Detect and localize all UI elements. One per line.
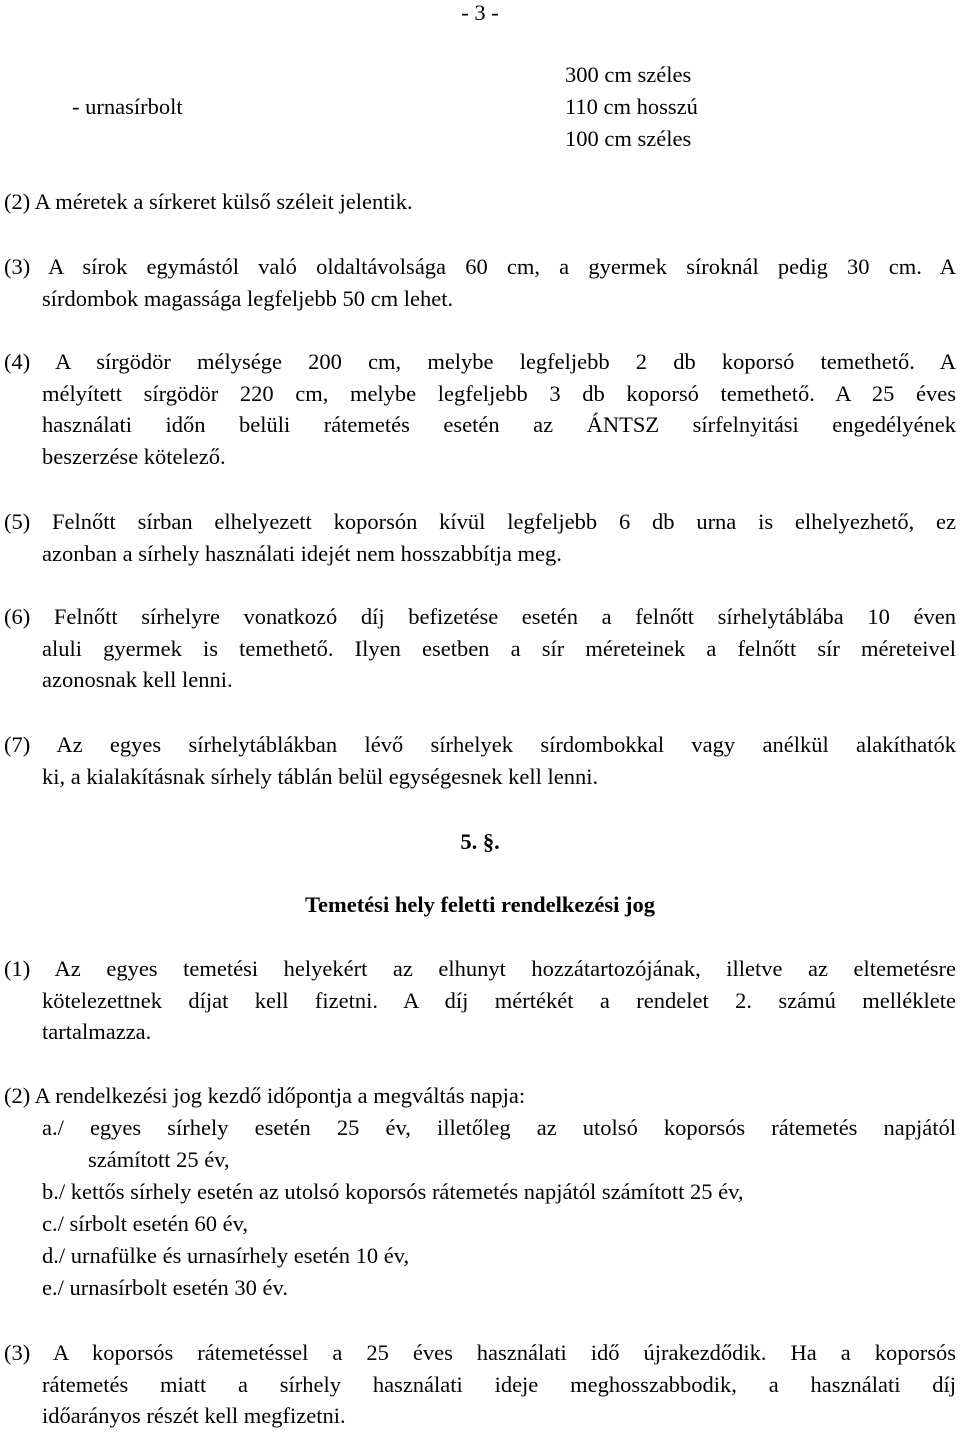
list-item-line: a./ egyes sírhely esetén 25 év, illetőleg az utolsó koporsós rátemetés napjától: [42, 1115, 956, 1140]
list-item-line: b./ kettős sírhely esetén az utolsó koporsós rátemetés napjától számított 25 év,: [42, 1179, 744, 1204]
paragraph-line: (7) Az egyes sírhelytáblákban lévő sírhelyek sírdombokkal vagy anélkül alakíthatók: [4, 732, 956, 757]
paragraph-line: időarányos részét kell megfizetni.: [42, 1403, 346, 1428]
paragraph-line: aluli gyermek is temethető. Ilyen esetben a sír méreteinek a felnőtt sír méreteivel: [42, 635, 956, 661]
size-line: 300 cm széles: [565, 62, 692, 87]
paragraph-line: (2) A rendelkezési jog kezdő időpontja a megváltás napja:: [4, 1083, 526, 1108]
list-item-b: [42, 1176, 956, 1208]
paragraph-line: ki, a kialakításnak sírhely táblán belül egységesnek kell lenni.: [42, 763, 599, 789]
paragraph-2: [4, 186, 956, 218]
list-item-line: e./ urnasírbolt esetén 30 év.: [42, 1275, 288, 1300]
paragraph-3: [4, 251, 956, 314]
paragraph-line: (5) Felnőtt sírban elhelyezett koporsón kívül legfeljebb 6 db urna is elhelyezhető, ez: [4, 509, 956, 534]
list-item-e: [42, 1272, 956, 1304]
page-number: - 3 -: [461, 0, 499, 25]
list-item-line: számított 25 év,: [88, 1146, 230, 1172]
paragraph-line: (3) A sírok egymástól való oldaltávolsága 60 cm, a gyermek síroknál pedig 30 cm. A: [4, 254, 956, 279]
paragraph-4: [4, 346, 956, 472]
paragraph-line: (1) Az egyes temetési helyekért az elhunyt hozzátartozójának, illetve az eltemetésre: [4, 956, 956, 981]
paragraph-line: használati időn belüli rátemetés esetén az ÁNTSZ sírfelnyitási engedélyének: [42, 412, 956, 437]
paragraph-line: sírdombok magassága legfeljebb 50 cm lehet.: [42, 285, 454, 311]
section-title: Temetési hely feletti rendelkezési jog: [305, 892, 655, 917]
paragraph-line: (6) Felnőtt sírhelyre vonatkozó díj befizetése esetén a felnőtt sírhelytáblába 10 éven: [4, 604, 956, 629]
paragraph-6: [4, 601, 956, 696]
size-line: 100 cm széles: [565, 126, 692, 151]
section-paragraph-1: [4, 953, 956, 1048]
list-item-line: d./ urnafülke és urnasírhely esetén 10 év,: [42, 1243, 410, 1268]
paragraph-line: mélyített sírgödör 220 cm, melybe legfeljebb 3 db koporsó temethető. A 25 éves: [42, 380, 956, 406]
list-item-line: c./ sírbolt esetén 60 év,: [42, 1211, 248, 1236]
paragraph-5: [4, 506, 956, 569]
paragraph-line: azonban a sírhely használati idejét nem hosszabbítja meg.: [42, 540, 562, 566]
urnasirbolt-sizes: [565, 59, 698, 155]
paragraph-line: (2) A méretek a sírkeret külső széleit jelentik.: [4, 189, 413, 214]
paragraph-line: beszerzése kötelező.: [42, 443, 226, 469]
section-number: 5. §.: [460, 829, 500, 854]
paragraph-line: rátemetés miatt a sírhely használati ideje meghosszabbodik, a használati díj: [42, 1371, 956, 1397]
paragraph-line: (4) A sírgödör mélysége 200 cm, melybe legfeljebb 2 db koporsó temethető. A: [4, 349, 956, 374]
paragraph-line: (3) A koporsós rátemetéssel a 25 éves használati idő újrakezdődik. Ha a koporsós: [4, 1340, 956, 1365]
paragraph-line: kötelezettnek díjat kell fizetni. A díj mértékét a rendelet 2. számú melléklete: [42, 987, 956, 1013]
urnasirbolt-label: - urnasírbolt: [72, 94, 183, 119]
section-paragraph-3: [4, 1337, 956, 1432]
paragraph-7: [4, 729, 956, 792]
list-item-a: [42, 1112, 956, 1175]
paragraph-line: azonosnak kell lenni.: [42, 667, 233, 692]
list-item-c: [42, 1208, 956, 1240]
paragraph-line: tartalmazza.: [42, 1019, 152, 1044]
list-item-d: [42, 1240, 956, 1272]
section-paragraph-2: [4, 1080, 956, 1112]
size-line: 110 cm hosszú: [565, 94, 698, 119]
